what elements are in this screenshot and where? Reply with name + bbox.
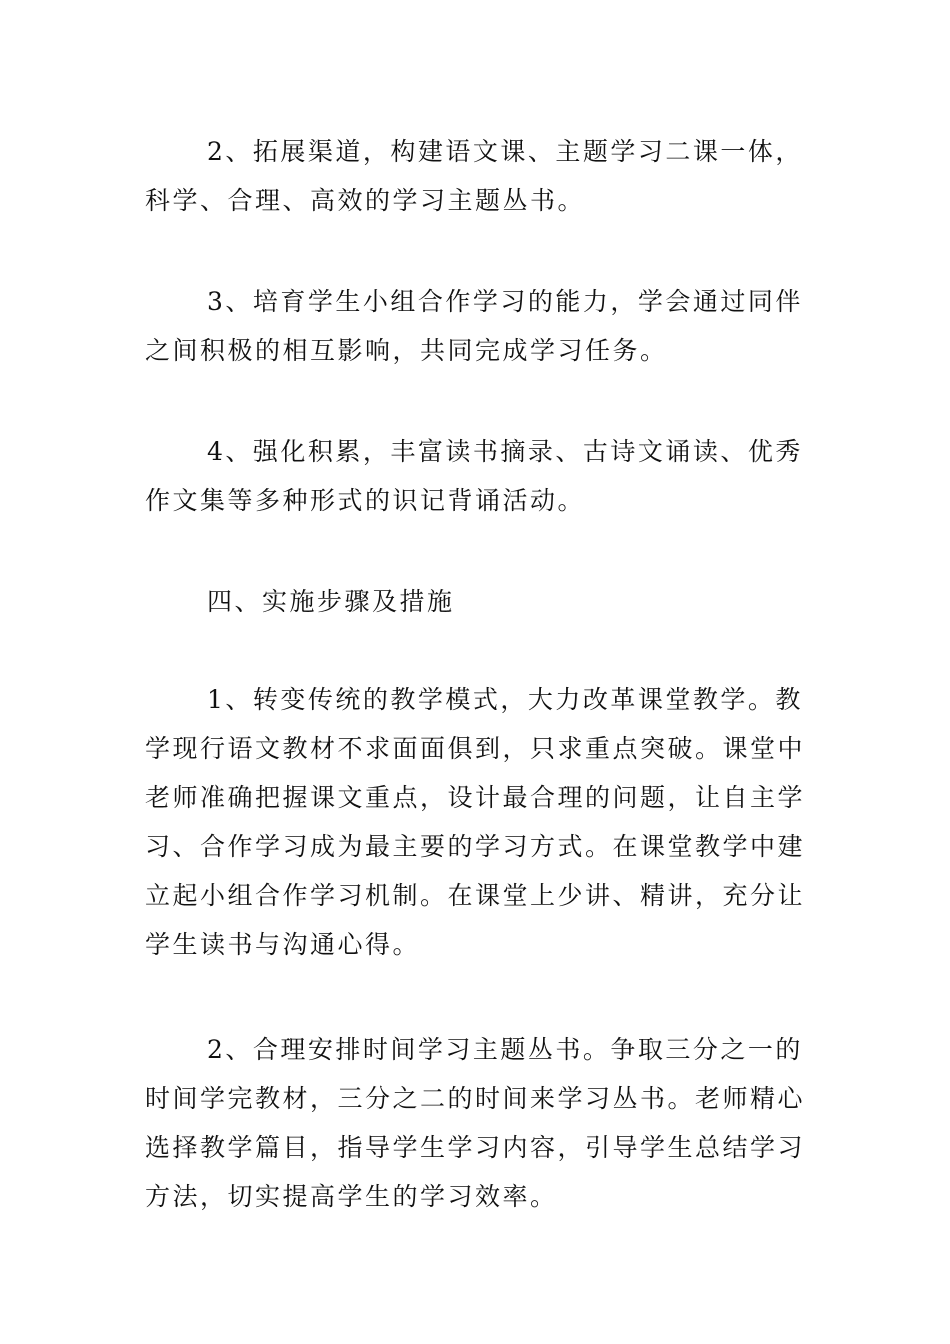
paragraph-goal-2: 2、拓展渠道，构建语文课、主题学习二课一体，科学、合理、高效的学习主题丛书。 xyxy=(145,137,803,215)
paragraph-step-1: 1、转变传统的教学模式，大力改革课堂教学。教学现行语文教材不求面面俱到，只求重点突破。课堂中老师准确把握课文重点，设计最合理的问题，让自主学习、合作学习成为最主要的学习方式。在课堂教学中建立起小组合作学习机制。在课堂上少讲、精讲，充分让学生读书与沟通心得。 xyxy=(145,685,806,959)
paragraph-goal-4: 4、强化积累，丰富读书摘录、古诗文诵读、优秀作文集等多种形式的识记背诵活动。 xyxy=(145,437,803,515)
section-heading: 四、实施步骤及措施 xyxy=(207,587,455,616)
paragraph-step-2: 2、合理安排时间学习主题丛书。争取三分之一的时间学完教材，三分之二的时间来学习丛书。老师精心选择教学篇目，指导学生学习内容，引导学生总结学习方法，切实提高学生的学习效率。 xyxy=(145,1035,806,1211)
paragraph-goal-3: 3、培育学生小组合作学习的能力，学会通过同伴之间积极的相互影响，共同完成学习任务。 xyxy=(145,287,803,365)
